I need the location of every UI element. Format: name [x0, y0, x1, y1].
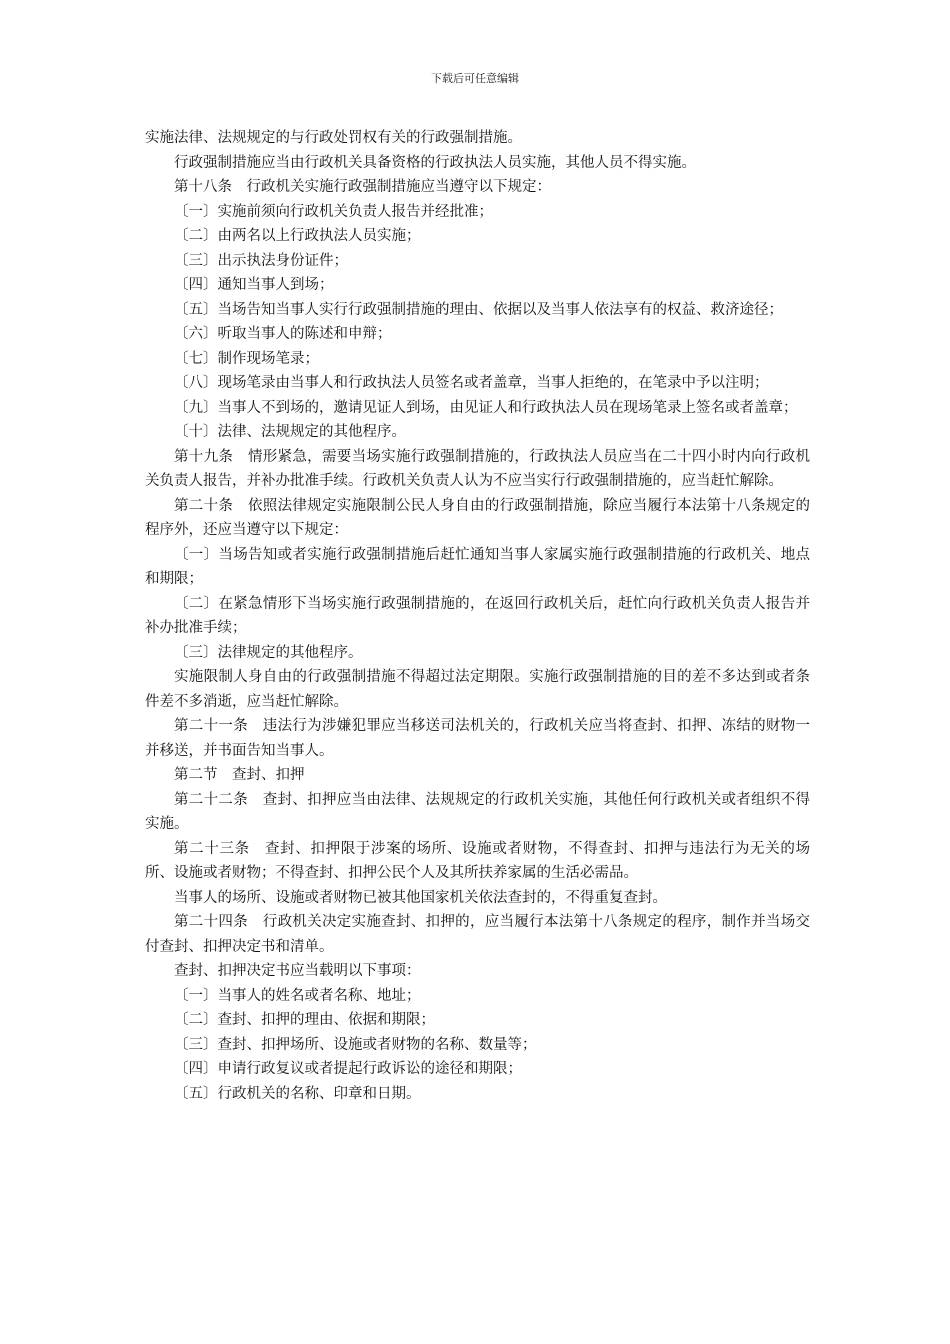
paragraph: 第二十条 依照法律规定实施限制公民人身自由的行政强制措施，除应当履行本法第十八条规定的程序外，还应当遵守以下规定： [145, 497, 810, 538]
paragraph: 〔一〕当场告知或者实施行政强制措施后赶忙通知当事人家属实施行政强制措施的行政机关、地点和期限； [145, 546, 810, 587]
paragraph: 〔一〕当事人的姓名或者名称、地址； [174, 987, 421, 1004]
paragraph: 〔五〕当场告知当事人实行行政强制措施的理由、依据以及当事人依法享有的权益、救济途径； [174, 301, 783, 318]
paragraph: 〔三〕法律规定的其他程序。 [174, 644, 363, 661]
paragraph: 〔二〕由两名以上行政执法人员实施； [174, 228, 421, 244]
paragraph: 〔六〕听取当事人的陈述和申辩； [174, 326, 392, 342]
paragraph: 〔四〕通知当事人到场； [174, 277, 334, 293]
paragraph: 查封、扣押决定书应当载明以下事项： [174, 963, 421, 979]
paragraph: 〔七〕制作现场笔录； [174, 350, 319, 367]
paragraph: 〔三〕查封、扣押场所、设施或者财物的名称、数量等； [174, 1036, 537, 1053]
paragraph: 第二十一条 违法行为涉嫌犯罪应当移送司法机关的，行政机关应当将查封、扣押、冻结的财物一并移送，并书面告知当事人。 [145, 718, 810, 759]
document-body [145, 126, 810, 1106]
paragraph: 第十八条 行政机关实施行政强制措施应当遵守以下规定： [174, 179, 551, 195]
paragraph: 〔十〕法律、法规规定的其他程序。 [174, 424, 406, 440]
paragraph: 〔九〕当事人不到场的，邀请见证人到场，由见证人和行政执法人员在现场笔录上签名或者盖章； [174, 399, 798, 416]
paragraph: 〔二〕查封、扣押的理由、依据和期限； [174, 1012, 435, 1028]
paragraph: 〔二〕在紧急情形下当场实施行政强制措施的，在返回行政机关后，赶忙向行政机关负责人报告并补办批准手续； [145, 595, 810, 636]
page-header: 下载后可任意编辑 [431, 72, 519, 85]
paragraph: 〔四〕申请行政复议或者提起行政诉讼的途径和期限； [174, 1061, 522, 1077]
paragraph: 实施限制人身自由的行政强制措施不得超过法定期限。实施行政强制措施的目的差不多达到或者条件差不多消逝，应当赶忙解除。 [145, 669, 810, 710]
paragraph: 第十九条 情形紧急，需要当场实施行政强制措施的，行政执法人员应当在二十四小时内向行政机关负责人报告，并补办批准手续。行政机关负责人认为不应当实行行政强制措施的，应当赶忙解除。 [145, 448, 810, 489]
paragraph: 〔一〕实施前须向行政机关负责人报告并经批准； [174, 203, 493, 220]
paragraph: 第二十四条 行政机关决定实施查封、扣押的，应当履行本法第十八条规定的程序，制作并当场交付查封、扣押决定书和清单。 [145, 914, 810, 955]
paragraph: 当事人的场所、设施或者财物已被其他国家机关依法查封的，不得重复查封。 [174, 889, 667, 906]
paragraph: 〔八〕现场笔录由当事人和行政执法人员签名或者盖章，当事人拒绝的，在笔录中予以注明； [174, 375, 769, 391]
paragraph: 〔五〕行政机关的名称、印章和日期。 [174, 1085, 421, 1102]
paragraph: 行政强制措施应当由行政机关具备资格的行政执法人员实施，其他人员不得实施。 [174, 154, 696, 171]
paragraph: 第二十二条 查封、扣押应当由法律、法规规定的行政机关实施，其他任何行政机关或者组织不得实施。 [145, 791, 810, 832]
paragraph: 第二十三条 查封、扣押限于涉案的场所、设施或者财物，不得查封、扣押与违法行为无关的场所、设施或者财物；不得查封、扣押公民个人及其所扶养家属的生活必需品。 [145, 840, 810, 881]
paragraph: 第二节 查封、扣押 [174, 767, 305, 783]
paragraph: 实施法律、法规规定的与行政处罚权有关的行政强制措施。 [145, 130, 522, 146]
paragraph: 〔三〕出示执法身份证件； [174, 252, 348, 269]
